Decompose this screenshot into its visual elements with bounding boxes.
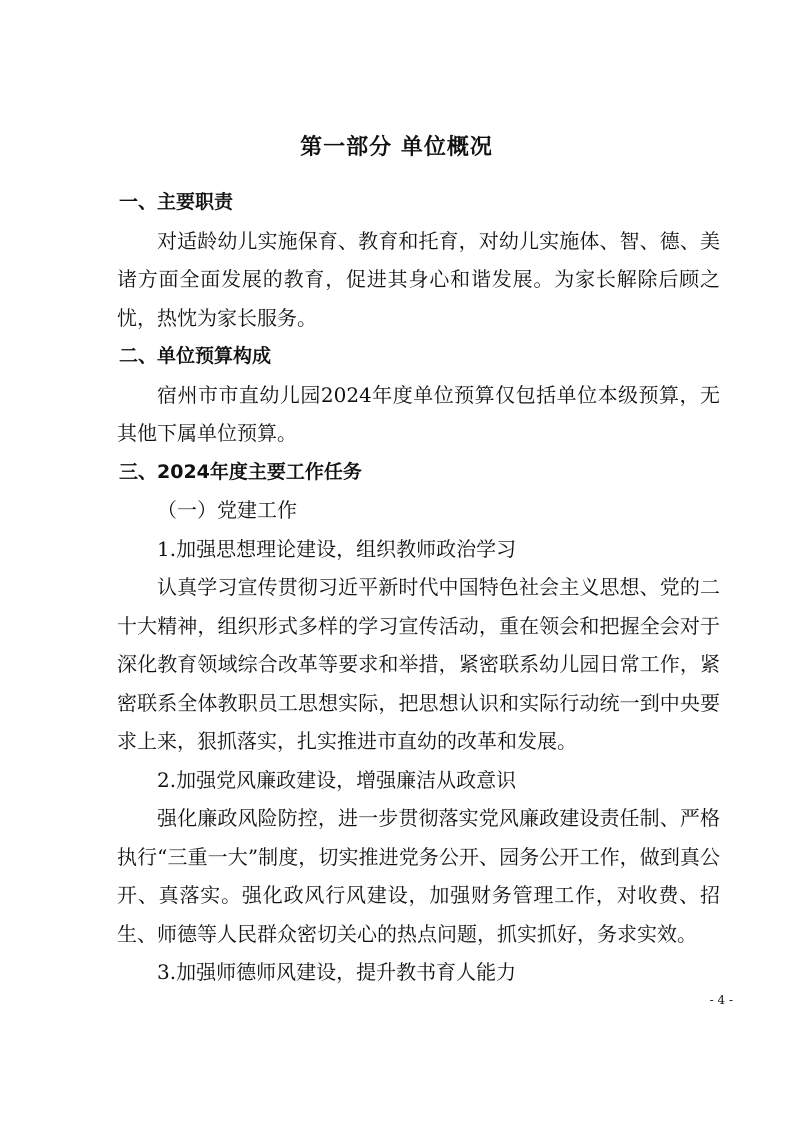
- duties-paragraph: 对适龄幼儿实施保育、教育和托育，对幼儿实施体、智、德、美诸方面全面发展的教育，促进其身心和谐发展。为家长解除后顾之忧，热忱为家长服务。: [117, 228, 720, 330]
- item-title-teacher-ethics: 3.加强师德师风建设，提升教书育人能力: [157, 960, 517, 984]
- item-title-ideological-theory: 1.加强思想理论建设，组织教师政治学习: [157, 536, 517, 561]
- page-title: 第一部分 单位概况: [300, 135, 493, 160]
- section-heading-main-tasks: 三、2024年度主要工作任务: [119, 460, 362, 483]
- subheading-party-building: （一）党建工作: [157, 498, 297, 522]
- budget-structure-paragraph: 宿州市市直幼儿园2024年度单位预算仅包括单位本级预算，无其他下属单位预算。: [117, 382, 720, 445]
- page-number: - 4 -: [709, 993, 733, 1007]
- section-heading-budget-structure: 二、单位预算构成: [119, 345, 272, 367]
- item-title-party-integrity: 2.加强党风廉政建设，增强廉洁从政意识: [157, 767, 517, 792]
- party-integrity-paragraph: 强化廉政风险防控，进一步贯彻落实党风廉政建设责任制、严格执行“三重一大”制度，切实推进党务公开、园务公开工作，做到真公开、真落实。强化政风行风建设，加强财务管理工作，对收费、招生、师德等人民群众密切关心的热点问题，抓实抓好，务求实效。: [117, 806, 720, 946]
- ideological-theory-paragraph: 认真学习宣传贯彻习近平新时代中国特色社会主义思想、党的二十大精神，组织形式多样的学习宣传活动，重在领会和把握全会对于深化教育领域综合改革等要求和举措，紧密联系幼儿园日常工作，紧密联系全体教职员工思想实际，把思想认识和实际行动统一到中央要求上来，狠抓落实，扎实推进市直幼的改革和发展。: [117, 575, 720, 753]
- section-heading-duties: 一、主要职责: [119, 191, 234, 213]
- document-body: [117, 183, 720, 992]
